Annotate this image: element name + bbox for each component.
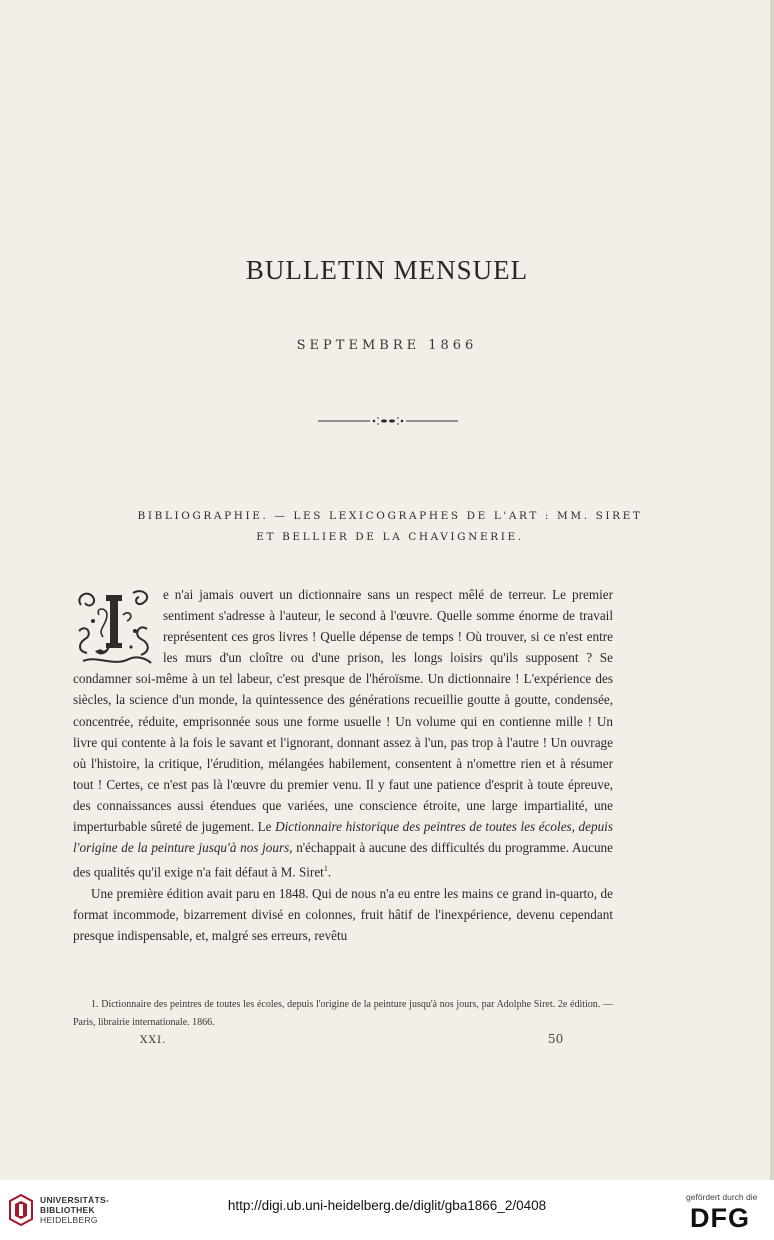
- decorated-initial-icon: [73, 585, 155, 667]
- volume-signature: XXI.: [140, 1034, 167, 1046]
- ornament-divider: [318, 414, 458, 428]
- page-title: BULLETIN MENSUEL: [245, 255, 529, 285]
- footnote: [73, 996, 613, 1032]
- library-name-line-1: UNIVERSITÄTS-: [40, 1195, 110, 1205]
- paragraph-2: Une première édition avait paru en 1848. Qui de nous n'a eu entre les mains ce grand in-quarto, de format incommode, bizarrement divisé en colonnes, fruit hâtif de l'inexpérience, devenu cependant presque indispensable, et, malgré ses erreurs, revêtu: [73, 885, 613, 943]
- paragraph-1-end: .: [327, 864, 332, 880]
- paragraph-1: [73, 584, 613, 883]
- paragraph-1-text: e n'ai jamais ouvert un dictionnaire sans un respect mêlé de terreur. Le premier sentiment s'adresse à l'auteur, le second à l'œuvre. Quelle somme énorme de travail représentent ces gros livres ! Quelle dépense de temps ! Où trouver, si ce n'est entre les murs d'un cloître ou d'une prison, les longs loisirs qu'ils supposent ? Se condamner soi-même à un tel labeur, c'est presque de l'héroïsme. Un dictionnaire ! L'expérience des siècles, la science d'un monde, la quintessence des générations recueillie goutte à goutte, condensée, concentrée, réduite, emprisonnée sous une forme usuelle ! Un volume qui en contienne mille ! Un livre qui contente à la fois le savant et l'ignorant, donnant assez à l'un, pas trop à l'autre ! Un ouvrage où l'histoire, la critique, l'érudition, mélangées habilement, consentent à n'omettre rien et à résumer tout ! Certes, ce n'est pas là l'œuvre du premier venu. Il y faut une patience d'esprit à toute épreuve, des connaissances aussi étendues que variées, une conscience étroite, une large impartialité, une imperturbable sûreté de jugement. Le: [73, 587, 613, 835]
- permalink-url[interactable]: http://digi.ub.uni-heidelberg.de/diglit/gba1866_2/0408: [227, 1198, 547, 1213]
- dfg-logo[interactable]: DFG: [690, 1203, 750, 1233]
- page-subtitle: SEPTEMBRE 1866: [296, 338, 478, 353]
- sheet-number: 50: [548, 1032, 564, 1046]
- section-heading-line-2: ET BELLIER DE LA CHAVIGNERIE.: [256, 531, 524, 543]
- section-heading: [110, 506, 670, 548]
- library-name-line-3: HEIDELBERG: [40, 1215, 98, 1225]
- section-heading-line-1: BIBLIOGRAPHIE. — LES LEXICOGRAPHES DE L'ART : MM. SIRET: [137, 510, 643, 522]
- book-title: Dictionnaire historique des peintres de toutes les écoles, depuis l'origine de la peinture jusqu'à nos jours,: [73, 819, 613, 856]
- paragraph-1-continued: n'échappait à aucune des difficultés du programme. Aucune des qualités qu'il exige n'a fait défaut à M. Siret: [73, 840, 613, 880]
- footnote-ref[interactable]: 1: [323, 864, 328, 874]
- library-name-line-2: BIBLIOTHEK: [40, 1205, 95, 1215]
- footnote-text: 1. Dictionnaire des peintres de toutes les écoles, depuis l'origine de la peinture jusqu'à nos jours, par Adolphe Siret. 2e édition. — Paris, librairie internationale. 1866.: [73, 999, 613, 1028]
- sponsor-tagline: gefördert durch die: [686, 1192, 758, 1202]
- article-body: [73, 584, 613, 946]
